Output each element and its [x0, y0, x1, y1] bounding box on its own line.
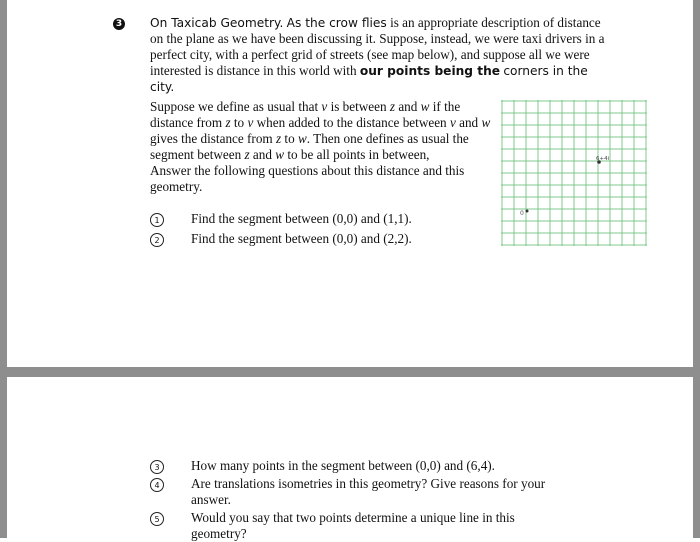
question-5-text: Would you say that two points determine a unique line in this geometry? — [191, 510, 515, 541]
definition-text: to — [230, 115, 248, 130]
problem-title: On Taxicab Geometry. — [150, 16, 284, 30]
origin-point — [526, 210, 529, 213]
definition-text: is between — [327, 99, 390, 114]
variable-w: w — [275, 147, 285, 162]
variable-z: z — [389, 99, 396, 114]
definition-text: and — [249, 147, 276, 162]
corners-phrase: corners in the city. — [150, 64, 588, 94]
definition-text: when added to the distance between — [253, 115, 450, 130]
page-separator-bar — [0, 367, 700, 377]
definition-text: gives the distance from — [150, 131, 276, 146]
crow-phrase: As the crow flies — [286, 16, 387, 30]
target-point-label: 6+4i — [596, 156, 610, 162]
definition-text: to — [281, 131, 298, 146]
question-number-3: 3 — [150, 460, 164, 474]
city-grid-map — [501, 100, 647, 247]
variable-v: v — [449, 115, 456, 130]
problem-number-badge: 3 — [113, 18, 125, 30]
question-2-text: Find the segment between (0,0) and (2,2). — [191, 231, 412, 246]
variable-v: v — [247, 115, 254, 130]
intro-paragraph — [150, 15, 610, 95]
street-grid-lines — [501, 100, 647, 246]
definition-text: and — [455, 115, 482, 130]
variable-z: z — [244, 147, 250, 162]
definition-text: if the distance from — [150, 99, 461, 130]
left-margin-bar — [0, 0, 7, 538]
definition-text: and — [395, 99, 421, 114]
definition-text: . Then one defines as usual the segment between — [150, 131, 469, 162]
origin-label: 0 — [520, 210, 524, 217]
question-number-5: 5 — [150, 512, 164, 526]
variable-w: w — [481, 115, 491, 130]
question-1-text: Find the segment between (0,0) and (1,1). — [191, 211, 412, 226]
definition-text: Suppose we define as usual that — [150, 99, 322, 114]
definition-text: to be all points in between, — [284, 147, 430, 162]
question-number-4: 4 — [150, 478, 164, 492]
question-number-1: 1 — [150, 213, 164, 227]
intro-text: is an appropriate description of distance on the plane as we have been discussing it. Suppose, instead, we were taxi drivers in a perfect city, with a perfect grid of streets (see map below), and suppose all we were interested is distance in this world with — [150, 15, 605, 78]
variable-v: v — [321, 99, 328, 114]
question-3-text: How many points in the segment between (0,0) and (6,4). — [191, 458, 495, 473]
question-number-2: 2 — [150, 233, 164, 247]
variable-z: z — [275, 131, 282, 146]
question-4-text: Are translations isometries in this geometry? Give reasons for your answer. — [191, 476, 546, 507]
definition-paragraph — [150, 99, 495, 195]
variable-w: w — [297, 131, 307, 146]
right-margin-bar — [693, 0, 700, 538]
bold-phrase: our points being the — [359, 64, 501, 78]
variable-z: z — [225, 115, 231, 130]
instruction-text: Answer the following questions about this distance and this geometry. — [150, 163, 465, 194]
variable-w: w — [420, 99, 430, 114]
